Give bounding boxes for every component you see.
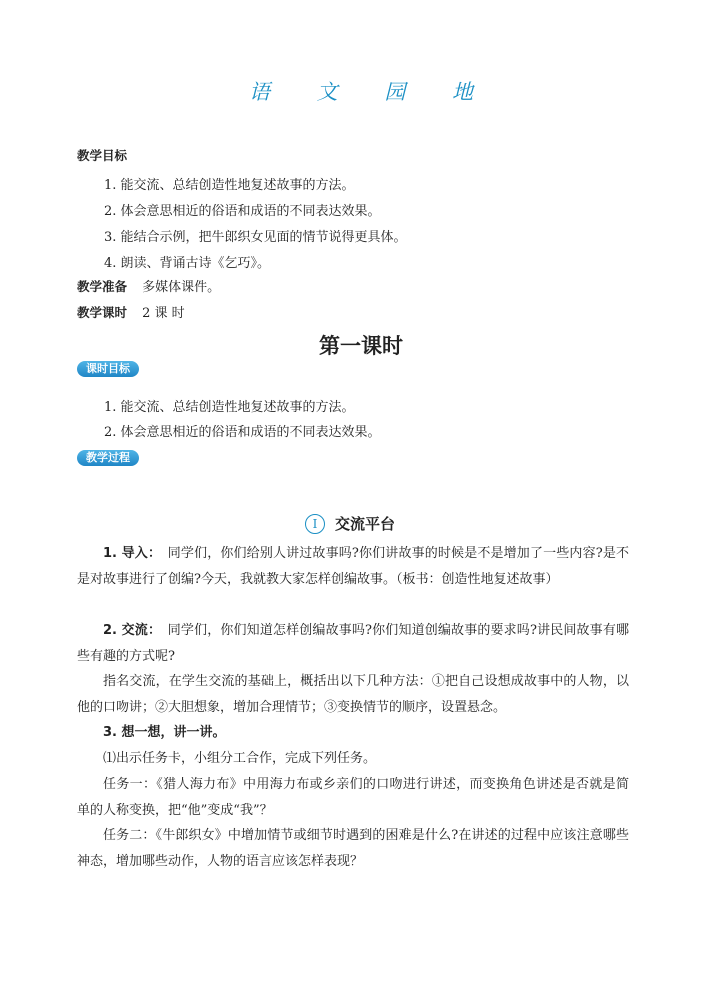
hours-label: 教学课时 <box>77 305 128 320</box>
step-3-paragraph <box>77 720 629 746</box>
objective-item: 2. 体会意思相近的俗语和成语的不同表达效果。 <box>104 204 381 219</box>
task-intro-paragraph: ⑴出示任务卡，小组分工合作，完成下列任务。 <box>103 751 377 766</box>
lesson-goal-item: 1. 能交流、总结创造性地复述故事的方法。 <box>104 400 355 415</box>
lesson-goal-item: 2. 体会意思相近的俗语和成语的不同表达效果。 <box>104 425 381 440</box>
step-2-label: 2. 交流： <box>103 623 155 638</box>
lesson-heading: 第一课时 <box>319 334 403 358</box>
objectives-label: 教学目标 <box>77 148 128 163</box>
objective-item: 1. 能交流、总结创造性地复述故事的方法。 <box>104 178 355 193</box>
step-3-label: 3. 想一想，讲一讲。 <box>103 725 226 740</box>
hours-value: 2 课 时 <box>142 306 185 321</box>
step-2-text: 同学们，你们知道怎样创编故事吗?你们知道创编故事的要求吗?讲民间故事有哪些有趣的方式呢? <box>77 623 629 664</box>
hours-row <box>77 302 185 321</box>
step-1-label: 1. 导入： <box>103 546 155 561</box>
preparation-value: 多媒体课件。 <box>142 280 221 295</box>
page-title: 语 文 园 地 <box>248 80 494 104</box>
objective-item: 3. 能结合示例，把牛郎织女见面的情节说得更具体。 <box>104 230 407 245</box>
preparation-label: 教学准备 <box>77 279 128 294</box>
preparation-row <box>77 276 220 295</box>
section-title: 交流平台 <box>335 515 396 533</box>
step-1-paragraph <box>77 541 629 592</box>
step-1-text: 同学们，你们给别人讲过故事吗?你们讲故事的时候是不是增加了一些内容?是不是对故事进行了创编?今天，我就教大家怎样创编故事。（板书：创造性地复述故事） <box>77 546 629 587</box>
process-badge: 教学过程 <box>77 450 139 466</box>
step-2-paragraph <box>77 618 629 669</box>
objective-item: 4. 朗读、背诵古诗《乞巧》。 <box>104 256 271 271</box>
task-2-paragraph: 任务二：《牛郎织女》中增加情节或细节时遇到的困难是什么?在讲述的过程中应该注意哪些神态，增加哪些动作，人物的语言应该怎样表现？ <box>77 828 629 869</box>
summary-paragraph: 指名交流，在学生交流的基础上，概括出以下几种方法：①把自己设想成故事中的人物，以他的口吻讲；②大胆想象，增加合理情节；③变换情节的顺序，设置悬念。 <box>77 674 629 715</box>
task-1-paragraph: 任务一：《猎人海力布》中用海力布或乡亲们的口吻进行讲述，而变换角色讲述是否就是简单的人称变换，把“他”变成“我”？ <box>77 777 629 818</box>
lesson-goals-badge: 课时目标 <box>77 361 139 377</box>
section-header <box>305 513 395 534</box>
section-number-icon: I <box>305 514 325 534</box>
